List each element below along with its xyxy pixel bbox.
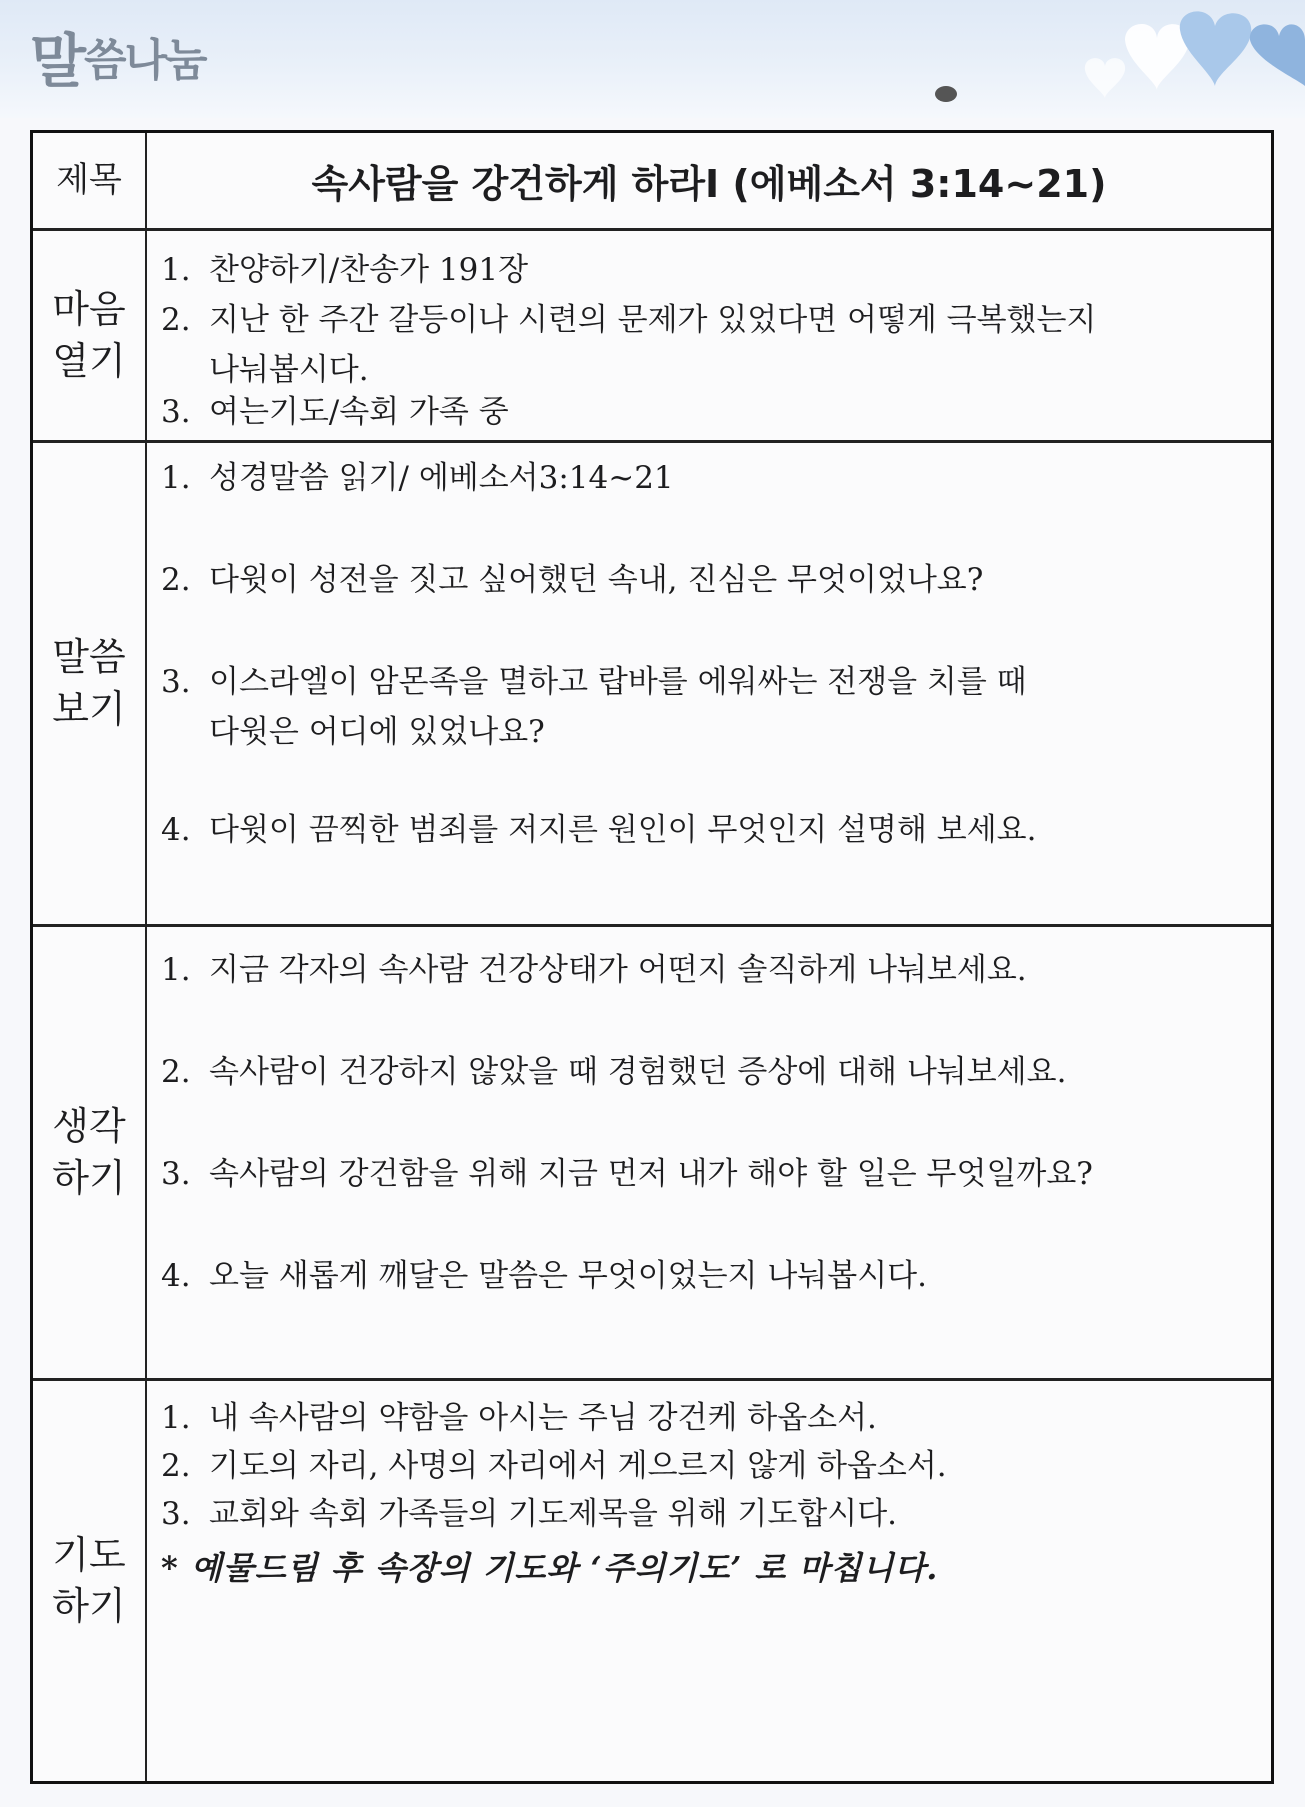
list-item: 4. 오늘 새롭게 깨달은 말씀은 무엇이었는지 나눠봅시다.	[161, 1258, 927, 1294]
section-think	[33, 927, 1271, 1381]
list-item: 2. 다윗이 성전을 짓고 싶어했던 속내, 진심은 무엇이었나요?	[161, 562, 984, 598]
page-title: 속사람을 강건하게 하라Ⅰ (에베소서 3:14~21)	[311, 162, 1107, 206]
logo-rest: 씀나눔	[84, 35, 206, 86]
list-item: 1. 내 속사람의 약함을 아시는 주님 강건케 하옵소서.	[161, 1400, 877, 1436]
list-item: 3. 여는기도/속회 가족 중	[161, 394, 509, 430]
logo	[30, 14, 206, 98]
list-item: 1. 지금 각자의 속사람 건강상태가 어떤지 솔직하게 나눠보세요.	[161, 952, 1027, 988]
list-item: 2. 기도의 자리, 사명의 자리에서 게으르지 않게 하옵소서.	[161, 1448, 947, 1484]
list-item: 2. 지난 한 주간 갈등이나 시련의 문제가 있었다면 어떻게 극복했는지 나눠봅시다.	[161, 302, 1097, 388]
list-item: 4. 다윗이 끔찍한 범죄를 저지른 원인이 무엇인지 설명해 보세요.	[161, 812, 1037, 848]
bible-study-table	[30, 130, 1274, 1784]
list-item: 3. 이스라엘이 암몬족을 멸하고 랍바를 에워싸는 전쟁을 치를 때 다윗은 어디에 있었나요?	[161, 664, 1027, 750]
header-banner	[0, 0, 1305, 118]
section-pray	[33, 1381, 1271, 1781]
section-label: 생각 하기	[33, 927, 147, 1378]
hearts-decoration-icon	[1005, 0, 1305, 118]
section-label: 마음 열기	[33, 231, 147, 440]
title-label: 제목	[33, 133, 147, 228]
list-item: 1. 성경말씀 읽기/ 에베소서3:14~21	[161, 460, 674, 496]
pen-mark-icon	[935, 86, 957, 102]
list-item: 3. 교회와 속회 가족들의 기도제목을 위해 기도합시다.	[161, 1496, 897, 1532]
section-label: 기도 하기	[33, 1381, 147, 1781]
section-label: 말씀 보기	[33, 443, 147, 924]
list-item: 2. 속사람이 건강하지 않았을 때 경험했던 증상에 대해 나눠보세요.	[161, 1054, 1067, 1090]
title-row	[33, 133, 1271, 231]
closing-note: * 예물드림 후 속장의 기도와 ‘주의기도’ 로 마칩니다.	[161, 1549, 939, 1587]
list-item: 1. 찬양하기/찬송가 191장	[161, 252, 529, 288]
section-open	[33, 231, 1271, 443]
list-item: 3. 속사람의 강건함을 위해 지금 먼저 내가 해야 할 일은 무엇일까요?	[161, 1156, 1093, 1192]
section-word	[33, 443, 1271, 927]
logo-main: 말	[30, 27, 85, 95]
